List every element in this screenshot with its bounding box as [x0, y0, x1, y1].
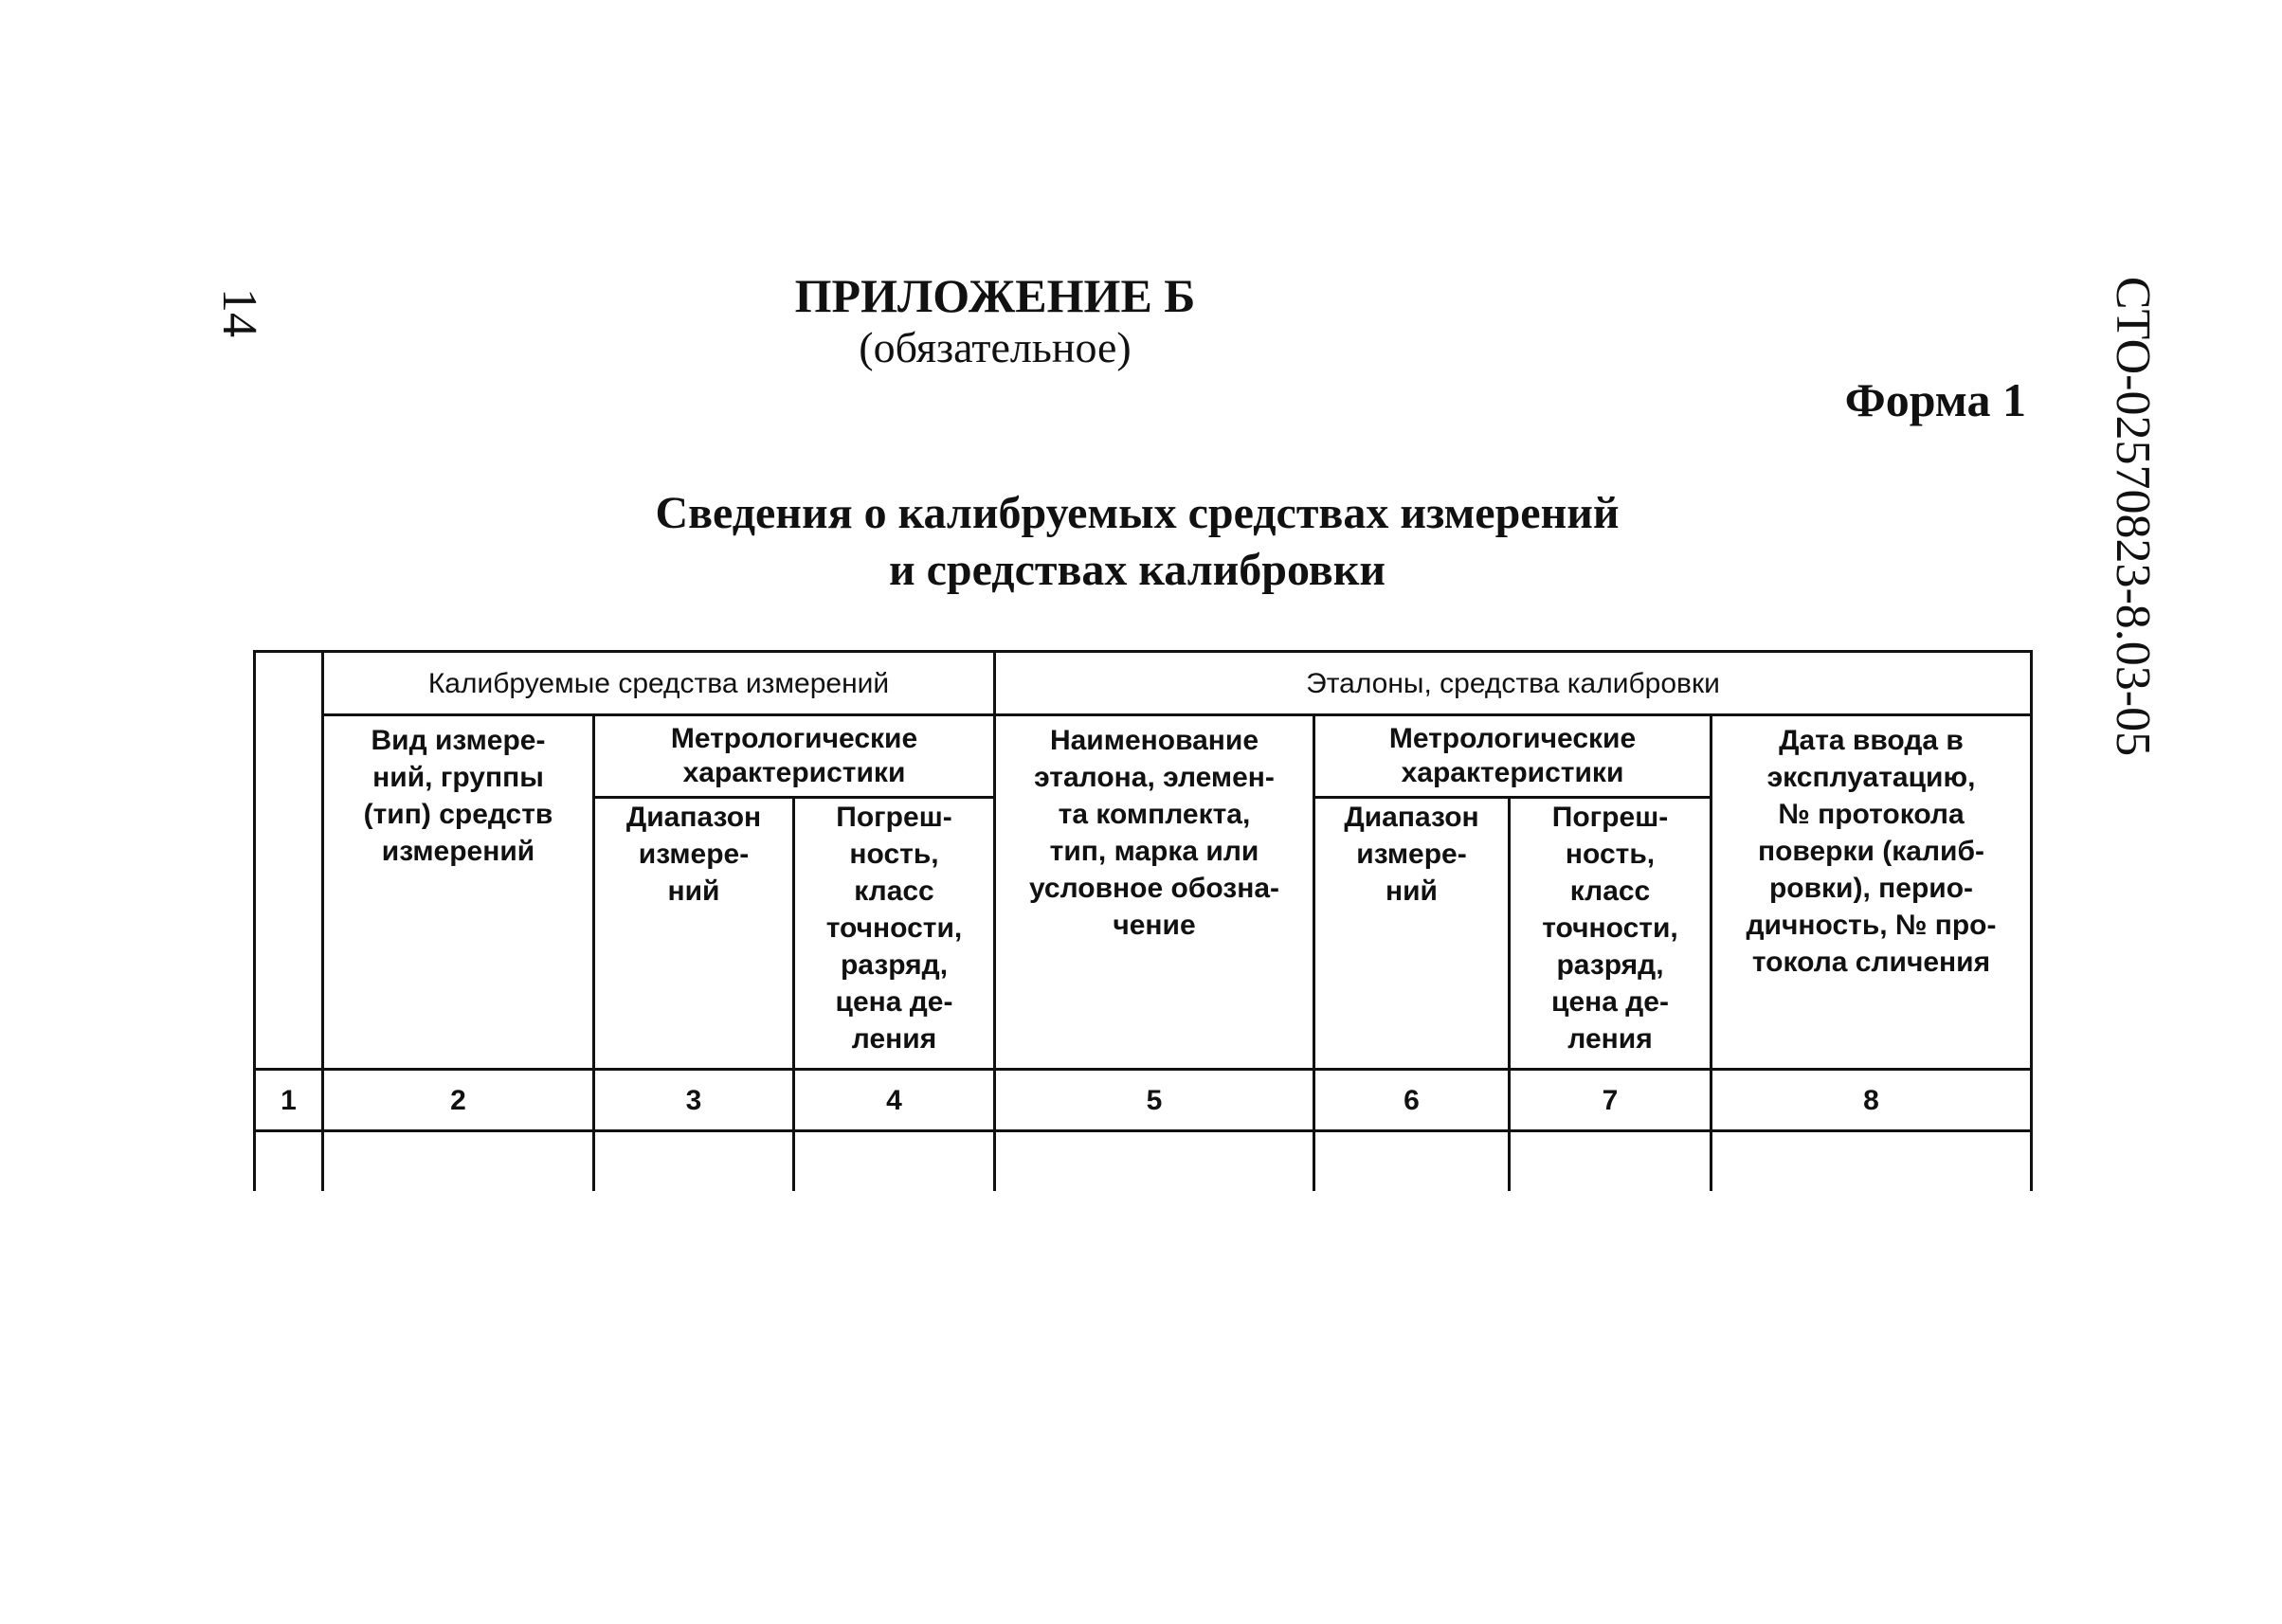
- header-metrological-characteristics-right: Метрологические характеристики: [1314, 715, 1712, 798]
- form-label: Форма 1: [1844, 373, 2026, 426]
- document-code: СТО-02570823-8.03-05: [2106, 276, 2160, 757]
- header-measurement-type: Вид измере- ний, группы (тип) средств измерений: [323, 715, 594, 1070]
- group-header-calibrated-instruments: Калибруемые средства измерений: [323, 652, 995, 715]
- page-number: 14: [212, 288, 266, 337]
- empty-cell: [995, 1131, 1314, 1192]
- appendix-subtitle: (обязательное): [859, 323, 1132, 371]
- column-number-1: 1: [255, 1070, 323, 1131]
- column-number-8: 8: [1712, 1070, 2032, 1131]
- header-metrological-characteristics-left: Метрологические характеристики: [594, 715, 995, 798]
- empty-cell: [323, 1131, 594, 1192]
- form-title-line-1: Сведения о калибруемых средствах измерений: [655, 488, 1620, 538]
- empty-cell: [1712, 1131, 2032, 1192]
- header-error-right: Погреш- ность, класс точности, разряд, цена де- ления: [1510, 798, 1712, 1070]
- appendix-title: ПРИЛОЖЕНИЕ Б: [794, 269, 1196, 322]
- header-error-left: Погреш- ность, класс точности, разряд, цена де- ления: [794, 798, 995, 1070]
- header-standard-name: Наименование эталона, элемен- та комплекта, тип, марка или условное обозна- чение: [995, 715, 1314, 1070]
- group-header-standards: Эталоны, средства калибровки: [995, 652, 2032, 715]
- empty-cell: [594, 1131, 794, 1192]
- column-number-4: 4: [794, 1070, 995, 1131]
- calibration-form-table: [253, 650, 2033, 1191]
- header-range-right: Диапазон измере- ний: [1314, 798, 1510, 1070]
- empty-cell: [1510, 1131, 1712, 1192]
- form-title: [474, 485, 1801, 599]
- form-title-line-2: и средствах калибровки: [888, 545, 1386, 595]
- header-range-left: Диапазон измере- ний: [594, 798, 794, 1070]
- column-number-3: 3: [594, 1070, 794, 1131]
- column-number-6: 6: [1314, 1070, 1510, 1131]
- header-commissioning-date: Дата ввода в эксплуатацию, № протокола поверки (калиб- ровки), перио- дичность, № про- токола сличения: [1712, 715, 2032, 1070]
- blank-corner-cell: [255, 652, 323, 1070]
- empty-cell: [794, 1131, 995, 1192]
- column-number-2: 2: [323, 1070, 594, 1131]
- column-number-5: 5: [995, 1070, 1314, 1131]
- empty-cell: [255, 1131, 323, 1192]
- column-number-7: 7: [1510, 1070, 1712, 1131]
- empty-cell: [1314, 1131, 1510, 1192]
